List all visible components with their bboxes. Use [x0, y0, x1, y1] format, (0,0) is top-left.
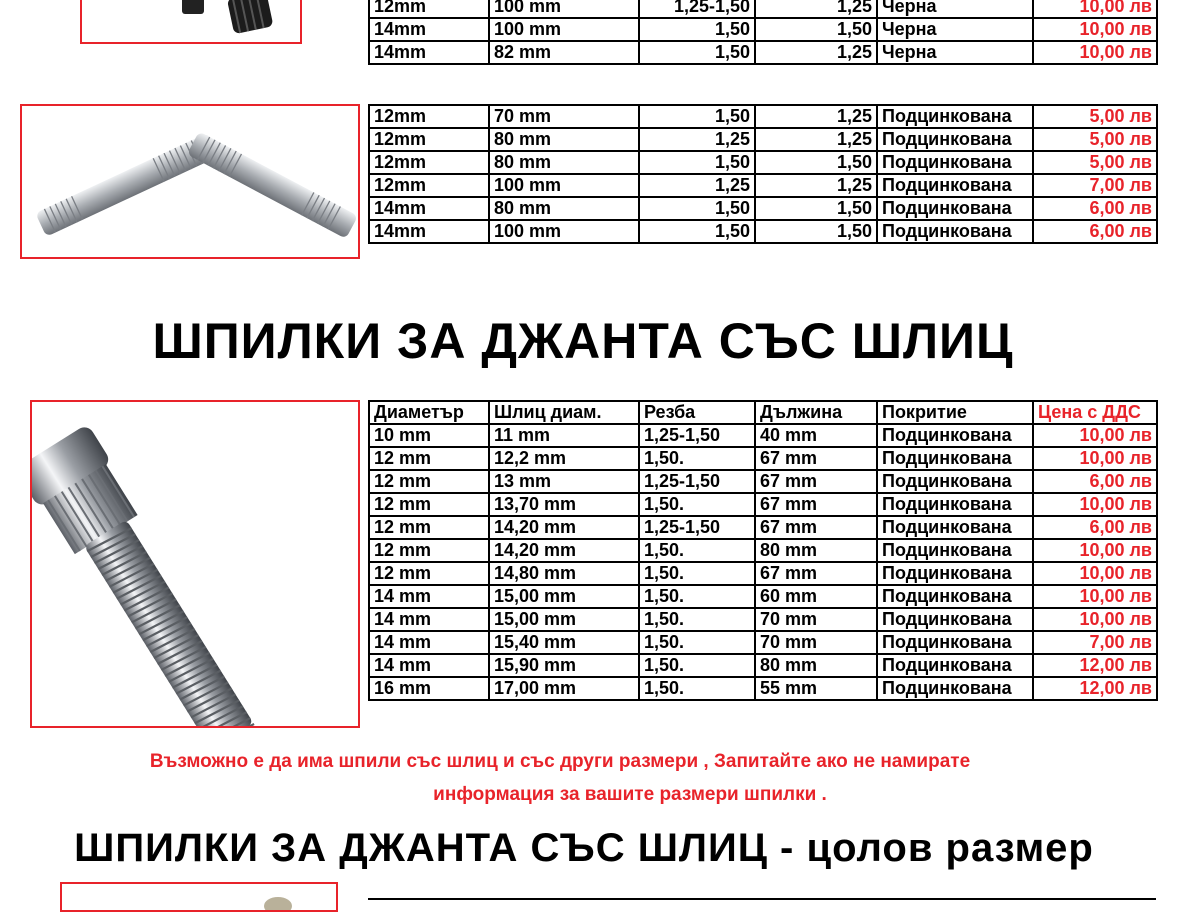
cell-length: 70 mm	[489, 105, 639, 128]
cell-coating: Подцинкована	[877, 174, 1033, 197]
table-row	[369, 41, 1157, 64]
cell-spline: 14,20 mm	[489, 516, 639, 539]
cell-price: 5,00 лв	[1033, 151, 1157, 174]
header-coating: Покритие	[877, 401, 1033, 424]
cell-coating: Подцинкована	[877, 516, 1033, 539]
table-row	[369, 516, 1157, 539]
cell-thread: 1,50.	[639, 493, 755, 516]
cell-pitch: 1,50	[755, 220, 877, 243]
cell-length: 67 mm	[755, 470, 877, 493]
inch-stud-image	[60, 882, 338, 912]
cell-price: 5,00 лв	[1033, 128, 1157, 151]
cell-thread: 1,50	[639, 41, 755, 64]
cell-diameter: 12 mm	[369, 493, 489, 516]
cell-length: 70 mm	[755, 608, 877, 631]
cell-diameter: 14mm	[369, 197, 489, 220]
note-line-1: Възможно е да има шпили със шлиц и със други размери , Запитайте ако не намирате	[149, 751, 971, 772]
cell-thread: 1,50	[639, 197, 755, 220]
cell-diameter: 12mm	[369, 174, 489, 197]
table-row	[369, 470, 1157, 493]
table-row	[369, 151, 1157, 174]
cell-coating: Черна	[877, 18, 1033, 41]
cell-length: 100 mm	[489, 220, 639, 243]
cell-price: 10,00 лв	[1033, 493, 1157, 516]
cell-spline: 15,90 mm	[489, 654, 639, 677]
cell-diameter: 12mm	[369, 0, 489, 18]
cell-spline: 14,80 mm	[489, 562, 639, 585]
cell-price: 10,00 лв	[1033, 562, 1157, 585]
cell-diameter: 12 mm	[369, 516, 489, 539]
cell-thread: 1,50.	[639, 539, 755, 562]
note-line-2: информация за вашите размери шпилки .	[433, 784, 827, 805]
cell-pitch: 1,50	[755, 151, 877, 174]
cell-thread: 1,50.	[639, 677, 755, 700]
cell-thread: 1,50.	[639, 608, 755, 631]
header-price: Цена с ДДС	[1033, 401, 1157, 424]
cell-pitch: 1,25	[755, 41, 877, 64]
cell-spline: 12,2 mm	[489, 447, 639, 470]
table-row	[369, 585, 1157, 608]
cell-thread: 1,50.	[639, 447, 755, 470]
cell-thread: 1,50.	[639, 631, 755, 654]
cell-coating: Подцинкована	[877, 493, 1033, 516]
header-diameter: Диаметър	[369, 401, 489, 424]
cell-length: 70 mm	[755, 631, 877, 654]
cell-diameter: 14mm	[369, 41, 489, 64]
cell-diameter: 16 mm	[369, 677, 489, 700]
cell-coating: Подцинкована	[877, 151, 1033, 174]
cell-diameter: 12mm	[369, 151, 489, 174]
cell-length: 100 mm	[489, 18, 639, 41]
cell-spline: 14,20 mm	[489, 539, 639, 562]
cell-price: 10,00 лв	[1033, 539, 1157, 562]
cell-diameter: 12 mm	[369, 470, 489, 493]
cell-spline: 13,70 mm	[489, 493, 639, 516]
cell-length: 80 mm	[489, 128, 639, 151]
spline-stud-image	[30, 400, 360, 728]
cell-pitch: 1,25	[755, 128, 877, 151]
cell-coating: Подцинкована	[877, 677, 1033, 700]
cell-thread: 1,25-1,50	[639, 0, 755, 18]
cell-thread: 1,50	[639, 220, 755, 243]
cell-price: 6,00 лв	[1033, 470, 1157, 493]
cell-length: 80 mm	[489, 197, 639, 220]
cell-length: 67 mm	[755, 516, 877, 539]
cell-diameter: 14 mm	[369, 608, 489, 631]
table-row	[369, 174, 1157, 197]
cell-coating: Подцинкована	[877, 631, 1033, 654]
table-row	[369, 631, 1157, 654]
cell-coating: Подцинкована	[877, 197, 1033, 220]
cell-spline: 17,00 mm	[489, 677, 639, 700]
table-row	[369, 608, 1157, 631]
table-row	[369, 105, 1157, 128]
table-row	[369, 424, 1157, 447]
cell-thread: 1,50	[639, 151, 755, 174]
cell-price: 10,00 лв	[1033, 585, 1157, 608]
cell-pitch: 1,25	[755, 174, 877, 197]
cell-pitch: 1,25	[755, 105, 877, 128]
cell-thread: 1,25-1,50	[639, 516, 755, 539]
table-row	[369, 447, 1157, 470]
cell-price: 10,00 лв	[1033, 18, 1157, 41]
cell-spline: 15,40 mm	[489, 631, 639, 654]
spline-studs-table	[368, 400, 1158, 701]
cell-coating: Подцинкована	[877, 585, 1033, 608]
cell-length: 55 mm	[755, 677, 877, 700]
cell-length: 67 mm	[755, 447, 877, 470]
cell-coating: Подцинкована	[877, 220, 1033, 243]
cell-thread: 1,50.	[639, 585, 755, 608]
cell-diameter: 12 mm	[369, 447, 489, 470]
cell-thread: 1,50	[639, 18, 755, 41]
cell-thread: 1,50.	[639, 562, 755, 585]
cell-coating: Подцинкована	[877, 470, 1033, 493]
cell-length: 80 mm	[755, 539, 877, 562]
spline-studs-heading: ШПИЛКИ ЗА ДЖАНТА СЪС ШЛИЦ	[152, 313, 1014, 369]
cell-coating: Подцинкована	[877, 128, 1033, 151]
cell-spline: 13 mm	[489, 470, 639, 493]
cell-price: 10,00 лв	[1033, 447, 1157, 470]
table-row	[369, 128, 1157, 151]
cell-pitch: 1,50	[755, 18, 877, 41]
cell-price: 12,00 лв	[1033, 677, 1157, 700]
header-spline: Шлиц диам.	[489, 401, 639, 424]
cell-diameter: 12mm	[369, 105, 489, 128]
cell-thread: 1,25-1,50	[639, 470, 755, 493]
table-row	[369, 0, 1157, 18]
cell-spline: 11 mm	[489, 424, 639, 447]
cell-diameter: 14 mm	[369, 585, 489, 608]
cell-coating: Подцинкована	[877, 608, 1033, 631]
table-row	[369, 539, 1157, 562]
cell-diameter: 12 mm	[369, 539, 489, 562]
black-stud-image	[80, 0, 302, 44]
cell-thread: 1,25	[639, 174, 755, 197]
cell-diameter: 14mm	[369, 18, 489, 41]
cell-price: 12,00 лв	[1033, 654, 1157, 677]
cell-price: 6,00 лв	[1033, 197, 1157, 220]
cell-spline: 15,00 mm	[489, 585, 639, 608]
cell-coating: Черна	[877, 41, 1033, 64]
cell-length: 40 mm	[755, 424, 877, 447]
cell-length: 67 mm	[755, 562, 877, 585]
cell-price: 10,00 лв	[1033, 41, 1157, 64]
inch-stud-graphic	[62, 884, 336, 910]
cell-diameter: 10 mm	[369, 424, 489, 447]
cell-length: 80 mm	[489, 151, 639, 174]
cell-length: 100 mm	[489, 174, 639, 197]
cell-price: 10,00 лв	[1033, 608, 1157, 631]
header-length: Дължина	[755, 401, 877, 424]
galvanized-studs-image	[20, 104, 360, 259]
spline-stud-graphic	[32, 402, 358, 726]
cell-thread: 1,50	[639, 105, 755, 128]
cell-diameter: 14 mm	[369, 654, 489, 677]
table-row	[369, 493, 1157, 516]
cell-length: 67 mm	[755, 493, 877, 516]
galvanized-studs-table	[368, 104, 1158, 244]
cell-coating: Подцинкована	[877, 424, 1033, 447]
table-row	[369, 654, 1157, 677]
cell-coating: Подцинкована	[877, 562, 1033, 585]
cell-price: 7,00 лв	[1033, 174, 1157, 197]
cell-spline: 15,00 mm	[489, 608, 639, 631]
cell-thread: 1,25-1,50	[639, 424, 755, 447]
black-stud-graphic	[82, 0, 302, 44]
table-row	[369, 562, 1157, 585]
cell-thread: 1,50.	[639, 654, 755, 677]
cell-coating: Подцинкована	[877, 447, 1033, 470]
cell-diameter: 14mm	[369, 220, 489, 243]
cell-price: 6,00 лв	[1033, 516, 1157, 539]
cell-length: 80 mm	[755, 654, 877, 677]
table-row	[369, 197, 1157, 220]
table-row	[369, 18, 1157, 41]
cell-price: 10,00 лв	[1033, 424, 1157, 447]
cell-length: 82 mm	[489, 41, 639, 64]
cell-pitch: 1,25	[755, 0, 877, 18]
cell-price: 5,00 лв	[1033, 105, 1157, 128]
cell-coating: Подцинкована	[877, 539, 1033, 562]
cell-coating: Черна	[877, 0, 1033, 18]
cell-price: 10,00 лв	[1033, 0, 1157, 18]
table-row	[369, 220, 1157, 243]
cell-length: 100 mm	[489, 0, 639, 18]
table-header-row	[369, 401, 1157, 424]
table-row	[369, 677, 1157, 700]
cell-diameter: 12mm	[369, 128, 489, 151]
cell-coating: Подцинкована	[877, 654, 1033, 677]
header-thread: Резба	[639, 401, 755, 424]
cell-coating: Подцинкована	[877, 105, 1033, 128]
cell-price: 7,00 лв	[1033, 631, 1157, 654]
cell-pitch: 1,50	[755, 197, 877, 220]
cell-diameter: 12 mm	[369, 562, 489, 585]
cell-length: 60 mm	[755, 585, 877, 608]
inch-studs-heading: ШПИЛКИ ЗА ДЖАНТА СЪС ШЛИЦ - цолов размер	[74, 826, 1094, 870]
double-end-studs-graphic	[22, 106, 358, 257]
cell-thread: 1,25	[639, 128, 755, 151]
cell-price: 6,00 лв	[1033, 220, 1157, 243]
black-studs-table	[368, 0, 1158, 65]
cell-diameter: 14 mm	[369, 631, 489, 654]
